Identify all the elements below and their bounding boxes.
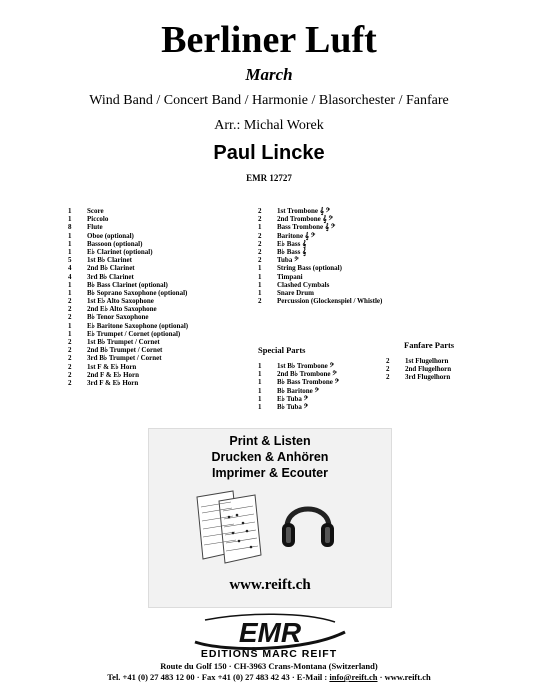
part-name: 2nd B♭ Clarinet [87, 264, 135, 273]
part-quantity: 1 [258, 280, 262, 289]
part-name: 1st E♭ Alto Saxophone [87, 297, 154, 306]
part-name: 1st F & E♭ Horn [87, 362, 137, 371]
part-name: Score [87, 207, 104, 215]
part-quantity: 1 [258, 386, 262, 395]
part-quantity: 1 [258, 223, 262, 232]
part-name: 1st Flugelhorn [405, 357, 449, 365]
part-quantity: 1 [258, 264, 262, 273]
contact-suffix: · www.reift.ch [377, 672, 431, 682]
part-quantity: 1 [258, 362, 262, 370]
part-quantity: 1 [258, 288, 262, 297]
part-name: Clashed Cymbals [277, 280, 330, 289]
promo-line-imprimer: Imprimer & Ecouter [211, 466, 328, 480]
part-name: E♭ Bass 𝄞 [277, 239, 307, 248]
part-quantity: 5 [68, 256, 72, 265]
band-types: Wind Band / Concert Band / Harmonie / Blasorchester / Fanfare [89, 93, 449, 108]
promo-url-link[interactable]: www.reift.ch [229, 577, 311, 593]
part-quantity: 2 [258, 215, 262, 224]
logo-text: EMR [238, 617, 302, 648]
part-name: Snare Drum [277, 288, 315, 297]
part-quantity: 1 [68, 280, 72, 289]
emr-logo-icon [185, 612, 355, 650]
part-name: 3rd B♭ Trumpet / Cornet [87, 354, 162, 363]
part-name: E♭ Baritone Saxophone (optional) [87, 321, 189, 330]
part-name: Percussion (Glockenspiel / Whistle) [277, 297, 383, 306]
email-link[interactable]: info@reift.ch [329, 672, 378, 682]
part-quantity: 1 [258, 272, 262, 281]
part-name: Baritone 𝄞 𝄢 [277, 231, 316, 240]
publisher-contact [0, 672, 538, 683]
promo-box[interactable] [148, 428, 392, 608]
headphones-icon [279, 491, 337, 553]
part-quantity: 2 [258, 297, 262, 306]
part-quantity: 2 [68, 362, 72, 371]
part-quantity: 1 [68, 329, 72, 338]
part-name: B♭ Soprano Saxophone (optional) [87, 288, 188, 297]
part-quantity: 2 [68, 305, 72, 314]
part-name: Oboe (optional) [87, 231, 134, 240]
part-name: B♭ Bass Clarinet (optional) [87, 280, 168, 289]
part-name: B♭ Tenor Saxophone [87, 313, 149, 322]
part-quantity: 1 [68, 239, 72, 248]
part-quantity: 1 [68, 207, 72, 215]
part-name: 3rd B♭ Clarinet [87, 272, 134, 281]
part-name: E♭ Clarinet (optional) [87, 247, 153, 256]
part-name: Timpani [277, 272, 303, 281]
part-name: Bassoon (optional) [87, 239, 143, 248]
part-quantity: 1 [68, 231, 72, 240]
part-name: Flute [87, 223, 103, 232]
part-quantity: 1 [258, 394, 262, 403]
part-name: String Bass (optional) [277, 264, 342, 273]
part-quantity: 2 [258, 231, 262, 240]
page-title: Berliner Luft [161, 19, 377, 61]
part-name: B♭ Tuba 𝄢 [277, 402, 309, 411]
part-quantity: 2 [386, 357, 390, 365]
part-quantity: 8 [68, 223, 72, 232]
part-name: 3rd Flugelhorn [405, 373, 451, 382]
part-name: 1st B♭ Clarinet [87, 256, 132, 265]
composer: Paul Lincke [213, 142, 325, 164]
publisher-name: EDITIONS MARC REIFT [200, 648, 338, 660]
promo-line-drucken: Drucken & Anhören [211, 450, 329, 464]
part-quantity: 2 [68, 346, 72, 355]
part-quantity: 2 [386, 365, 390, 374]
part-name: E♭ Tuba 𝄢 [277, 394, 309, 403]
part-name: 2nd B♭ Trombone 𝄢 [277, 370, 337, 379]
part-quantity: 2 [68, 370, 72, 379]
part-name: Bass Trombone 𝄞 𝄢 [277, 223, 336, 232]
part-quantity: 2 [68, 297, 72, 306]
part-quantity: 1 [68, 321, 72, 330]
subtitle: March [245, 65, 293, 84]
part-quantity: 2 [258, 256, 262, 265]
part-quantity: 1 [68, 247, 72, 256]
sheet-music-icon [193, 489, 265, 567]
part-quantity: 2 [258, 207, 262, 215]
part-quantity: 4 [68, 264, 72, 273]
part-name: 2nd E♭ Alto Saxophone [87, 305, 157, 314]
arranger: Arr.: Michal Worek [214, 118, 324, 133]
part-quantity: 4 [68, 272, 72, 281]
part-name: B♭ Baritone 𝄢 [277, 386, 320, 395]
special-parts-heading: Special Parts [258, 345, 306, 355]
part-name: 1st B♭ Trombone 𝄢 [277, 362, 335, 370]
part-name: 1st B♭ Trumpet / Cornet [87, 338, 160, 346]
part-quantity: 2 [68, 338, 72, 346]
part-name: 2nd F & E♭ Horn [87, 370, 140, 379]
promo-line-print-listen: Print & Listen [229, 434, 311, 448]
part-quantity: 2 [68, 378, 72, 387]
part-name: 3rd F & E♭ Horn [87, 378, 139, 387]
part-name: E♭ Trumpet / Cornet (optional) [87, 329, 181, 338]
part-quantity: 1 [258, 378, 262, 387]
part-name: B♭ Bass Trombone 𝄢 [277, 378, 340, 387]
part-quantity: 1 [258, 370, 262, 379]
part-quantity: 1 [68, 288, 72, 297]
part-quantity: 1 [258, 402, 262, 411]
publisher-address: Route du Golf 150 · CH-3963 Crans-Montana (Switzerland) [160, 661, 378, 671]
part-quantity: 2 [68, 313, 72, 322]
part-quantity: 2 [258, 247, 262, 256]
part-quantity: 2 [258, 239, 262, 248]
catalog-code: EMR 12727 [246, 173, 292, 183]
part-name: 2nd Flugelhorn [405, 365, 452, 374]
part-name: 2nd B♭ Trumpet / Cornet [87, 346, 163, 355]
part-quantity: 1 [68, 215, 72, 224]
part-name: 1st Trombone 𝄞 𝄢 [277, 207, 331, 215]
contact-prefix: Tel. +41 (0) 27 483 12 00 · Fax +41 (0) 27 483 42 43 · E-Mail : [107, 672, 330, 682]
fanfare-parts-heading: Fanfare Parts [404, 340, 455, 350]
part-name: 2nd Trombone 𝄞 𝄢 [277, 215, 333, 224]
part-name: Tuba 𝄢 [277, 256, 299, 265]
part-quantity: 2 [68, 354, 72, 363]
part-name: Piccolo [87, 215, 109, 224]
part-name: B♭ Bass 𝄞 [277, 247, 307, 256]
part-quantity: 2 [386, 373, 390, 382]
